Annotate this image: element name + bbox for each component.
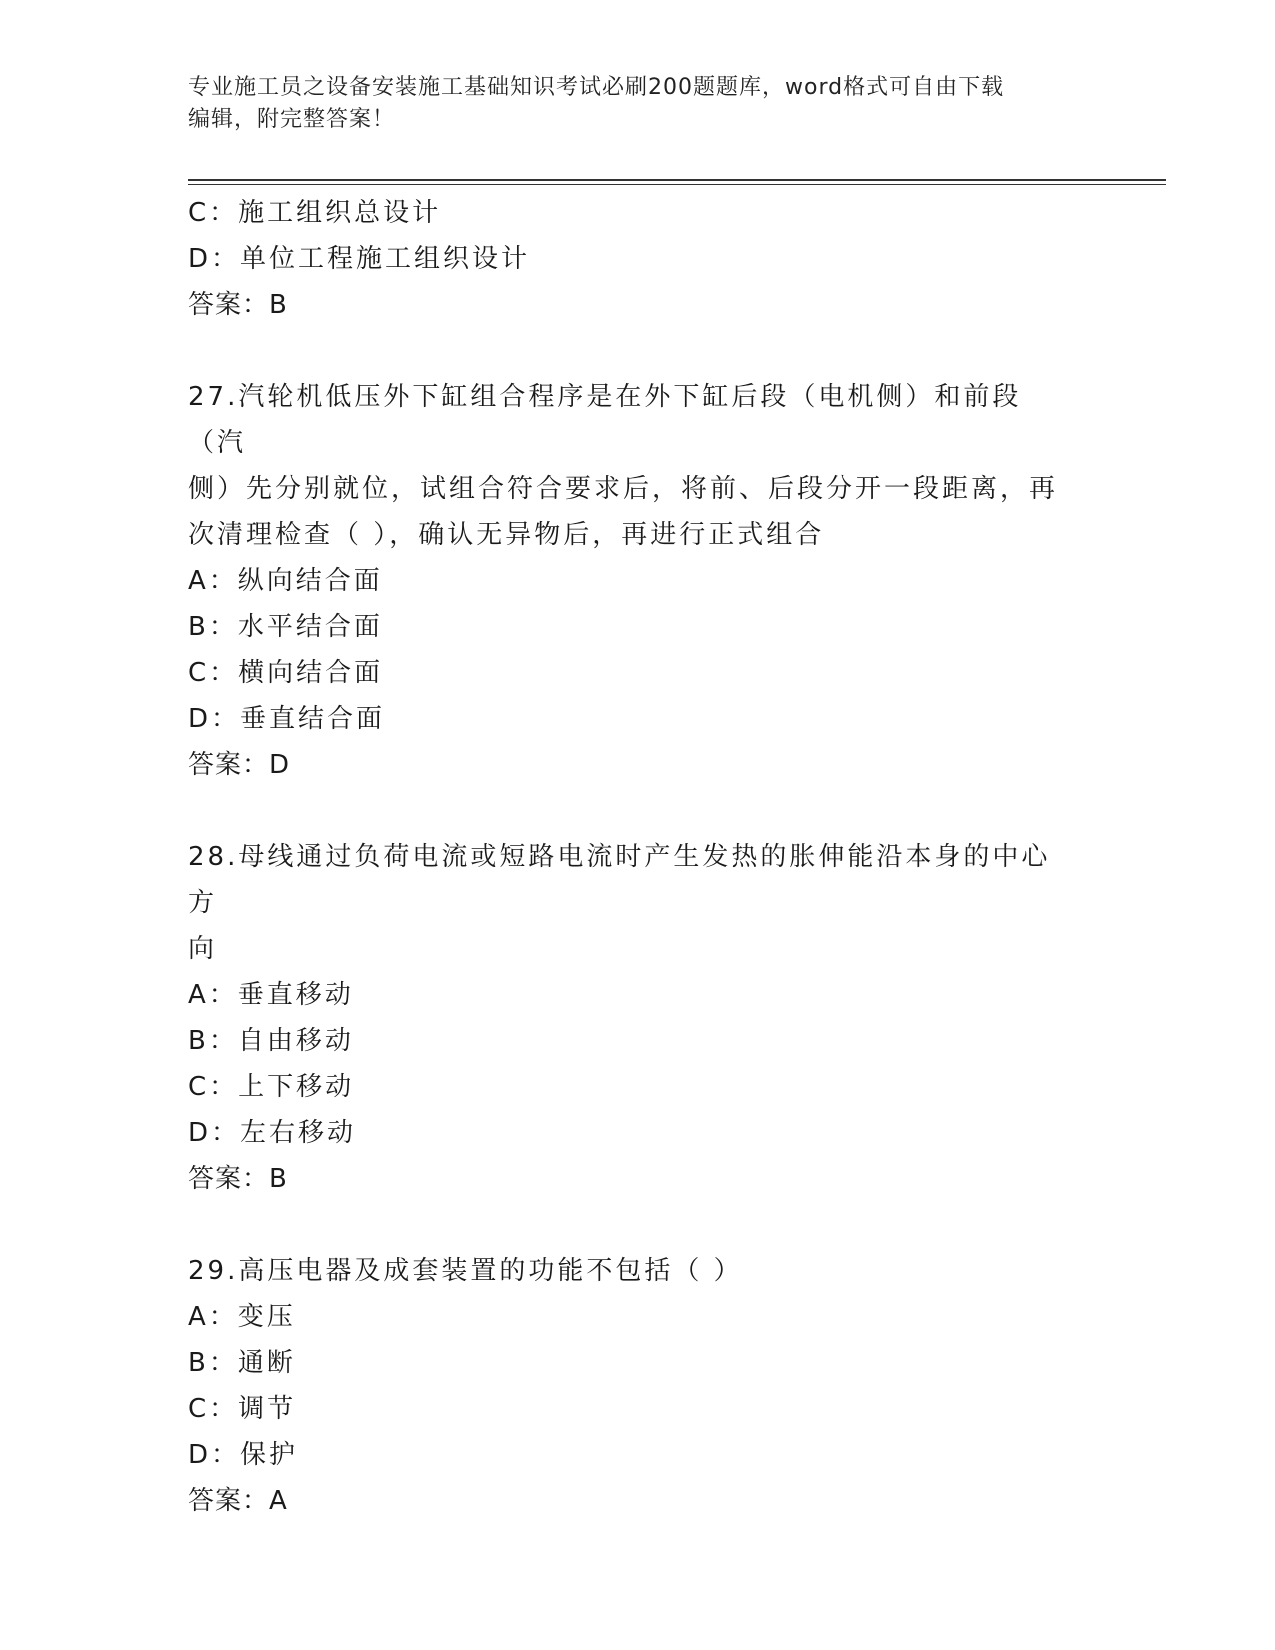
option-a: A：变压 [188,1302,296,1332]
option-b: B：自由移动 [188,1026,354,1056]
header-line-2: 编辑，附完整答案！ [188,107,396,132]
question-stem-line: 29.高压电器及成套装置的功能不包括（ ） [188,1256,743,1286]
document-body [188,190,1088,1524]
answer-line: 答案：B [188,1164,288,1194]
header-line-1: 专业施工员之设备安装施工基础知识考试必刷200题题库，word格式可自由下载 [188,75,1005,100]
question-stem-line: 次清理检查（ ），确认无异物后，再进行正式组合 [188,520,825,550]
question-29 [188,1248,1088,1524]
option-c: C：横向结合面 [188,658,384,688]
option-a: A：垂直移动 [188,980,354,1010]
header-divider-thick [188,179,1166,181]
spacer [188,1202,1088,1248]
option-d: D：保护 [188,1440,299,1470]
option-c: C：施工组织总设计 [188,198,442,228]
question-stem-line: 27.汽轮机低压外下缸组合程序是在外下缸后段（电机侧）和前段（汽 [188,382,1022,458]
question-27 [188,374,1088,788]
header-divider-thin [188,184,1166,185]
option-b: B：通断 [188,1348,296,1378]
option-b: B：水平结合面 [188,612,383,642]
question-stem-line: 侧）先分别就位，试组合符合要求后，将前、后段分开一段距离，再 [188,474,1059,504]
answer-line: 答案：A [188,1486,288,1516]
option-d: D：单位工程施工组织设计 [188,244,531,274]
answer-line: 答案：D [188,750,291,780]
spacer [188,328,1088,374]
question-stem-line: 向 [188,934,218,964]
answer-line: 答案：B [188,290,288,320]
option-c: C：调节 [188,1394,297,1424]
question-26-tail [188,190,1088,328]
option-d: D：垂直结合面 [188,704,386,734]
document-header [188,72,1068,136]
question-28 [188,834,1088,1202]
option-a: A：纵向结合面 [188,566,383,596]
spacer [188,788,1088,834]
option-c: C：上下移动 [188,1072,355,1102]
question-stem-line: 28.母线通过负荷电流或短路电流时产生发热的胀伸能沿本身的中心方 [188,842,1051,918]
option-d: D：左右移动 [188,1118,357,1148]
